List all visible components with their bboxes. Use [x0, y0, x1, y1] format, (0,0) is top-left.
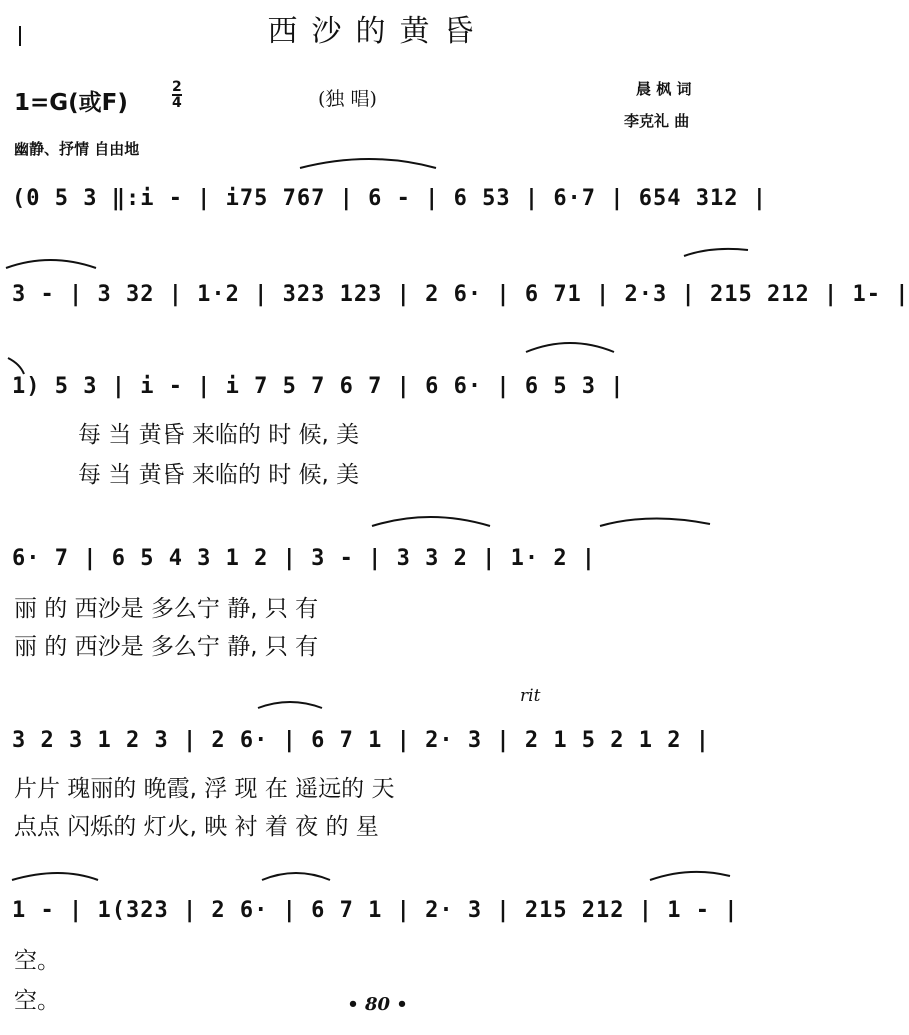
slur-mark	[600, 518, 710, 526]
performance-mode: (独 唱)	[318, 88, 377, 110]
time-signature-bottom: 4	[172, 95, 182, 111]
rit-marking: rit	[520, 686, 541, 706]
slur-mark	[526, 343, 614, 352]
slur-mark	[684, 249, 748, 256]
lyric-line-5b: 点点 闪烁的 灯火, 映 衬 着 夜 的 星	[14, 814, 379, 840]
tempo-marking: 幽静、抒情 自由地	[14, 140, 140, 158]
lyric-line-4b: 丽 的 西沙是 多么宁 静, 只 有	[14, 634, 319, 660]
slur-mark	[258, 702, 322, 708]
time-signature-top: 2	[172, 79, 182, 95]
slur-mark	[300, 159, 436, 168]
lyric-line-3a: 每 当 黄昏 来临的 时 候, 美	[78, 422, 360, 448]
slur-mark	[6, 260, 96, 268]
lyric-line-6a: 空。	[14, 948, 60, 974]
slur-mark	[262, 873, 330, 880]
lyric-line-3b: 每 当 黄昏 来临的 时 候, 美	[78, 462, 360, 488]
notation-line-2: 3 - | 3 32 | 1·2 | 323 123 | 2 6· | 6 71 | 2·3 | 215 212 | 1- |	[12, 282, 909, 307]
slur-mark	[8, 358, 24, 374]
notation-line-3: 1) 5 3 | i - | i 7 5 7 6 7 | 6 6· | 6 5 3 |	[12, 374, 625, 399]
notation-line-4: 6· 7 | 6 5 4 3 1 2 | 3 - | 3 3 2 | 1· 2 |	[12, 546, 597, 571]
notation-line-6: 1 - | 1(323 | 2 6· | 6 7 1 | 2· 3 | 215 212 | 1 - |	[12, 898, 739, 923]
song-title: 西沙的黄昏	[267, 14, 488, 49]
slur-mark	[12, 873, 98, 880]
composer-credit: 李克礼 曲	[624, 112, 690, 130]
notation-line-5: 3 2 3 1 2 3 | 2 6· | 6 7 1 | 2· 3 | 2 1 5 2 1 2 |	[12, 728, 711, 753]
slur-mark	[650, 872, 730, 880]
slur-mark	[372, 517, 490, 526]
lyric-line-6b: 空。	[14, 988, 60, 1014]
lyric-line-4a: 丽 的 西沙是 多么宁 静, 只 有	[14, 596, 319, 622]
page-number: • 80 •	[347, 994, 408, 1015]
key-signature: 1=G(或F)	[14, 90, 128, 116]
lyric-line-5a: 片片 瑰丽的 晚霞, 浮 现 在 遥远的 天	[14, 776, 395, 802]
lyricist-credit: 晨 枫 词	[636, 80, 692, 98]
notation-line-1: (0 5 3 ‖:i - | i75 767 | 6 - | 6 53 | 6·7 | 654 312 |	[12, 186, 767, 211]
